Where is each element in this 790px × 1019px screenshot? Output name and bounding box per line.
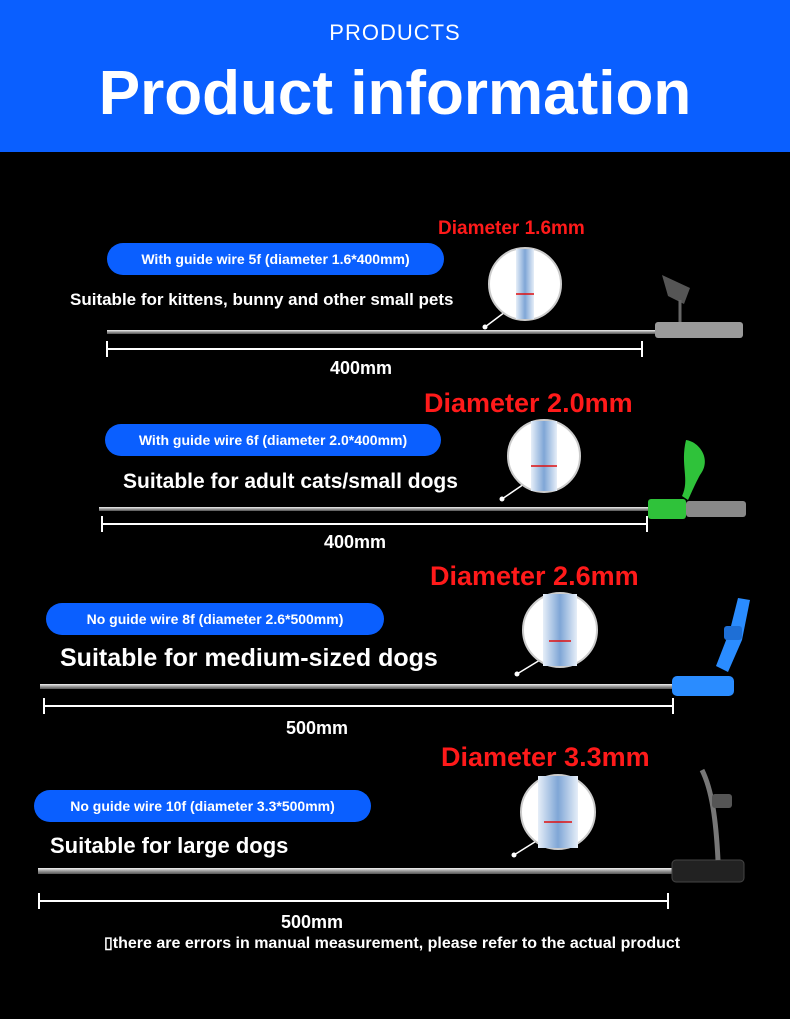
length-label-4: 500mm bbox=[281, 912, 344, 932]
dimension-line-1 bbox=[107, 341, 642, 357]
magnifier-3 bbox=[515, 593, 598, 677]
catheter-2 bbox=[99, 440, 746, 519]
measurement-disclaimer: ▯there are errors in manual measurement, please refer to the actual product bbox=[104, 935, 681, 952]
diameter-label-4: Diameter 3.3mm bbox=[441, 742, 650, 772]
diameter-label-3: Diameter 2.6mm bbox=[430, 561, 639, 591]
length-label-3: 500mm bbox=[286, 718, 349, 738]
magnifier-1 bbox=[483, 248, 562, 330]
magnifier-4 bbox=[512, 775, 596, 858]
dimension-line-2 bbox=[102, 516, 647, 532]
catheter-3-hub bbox=[672, 676, 734, 696]
dimension-line-4 bbox=[39, 893, 668, 909]
suitable-text-2: Suitable for adult cats/small dogs bbox=[123, 470, 458, 493]
length-label-2: 400mm bbox=[324, 532, 387, 552]
guide-wire-badge-2: With guide wire 6f (diameter 2.0*400mm) bbox=[105, 424, 441, 456]
catheter-3 bbox=[40, 598, 750, 696]
suitable-text-3: Suitable for medium-sized dogs bbox=[60, 644, 438, 672]
guide-wire-badge-1: With guide wire 5f (diameter 1.6*400mm) bbox=[107, 243, 444, 275]
catheter-4 bbox=[38, 770, 744, 882]
catheter-4-hub bbox=[672, 860, 744, 882]
guide-wire-badge-4: No guide wire 10f (diameter 3.3*500mm) bbox=[34, 790, 371, 822]
guide-wire-badge-3: No guide wire 8f (diameter 2.6*500mm) bbox=[46, 603, 384, 635]
header-subtitle: PRODUCTS bbox=[329, 20, 461, 45]
catheter-1 bbox=[107, 275, 743, 338]
header-title: Product information bbox=[98, 59, 692, 128]
catheter-1-wing bbox=[662, 275, 690, 304]
catheter-4-wing bbox=[702, 770, 718, 860]
suitable-text-1: Suitable for kittens, bunny and other small pets bbox=[70, 290, 454, 309]
diameter-label-2: Diameter 2.0mm bbox=[424, 388, 633, 418]
catheter-1-hub bbox=[655, 322, 743, 338]
catheter-2-hub bbox=[648, 499, 686, 519]
length-label-1: 400mm bbox=[330, 358, 393, 378]
diameter-label-1: Diameter 1.6mm bbox=[438, 218, 585, 239]
catheter-2-wing bbox=[682, 440, 705, 500]
dimension-line-3 bbox=[44, 698, 673, 714]
suitable-text-4: Suitable for large dogs bbox=[50, 833, 289, 858]
magnifier-2 bbox=[500, 420, 581, 502]
